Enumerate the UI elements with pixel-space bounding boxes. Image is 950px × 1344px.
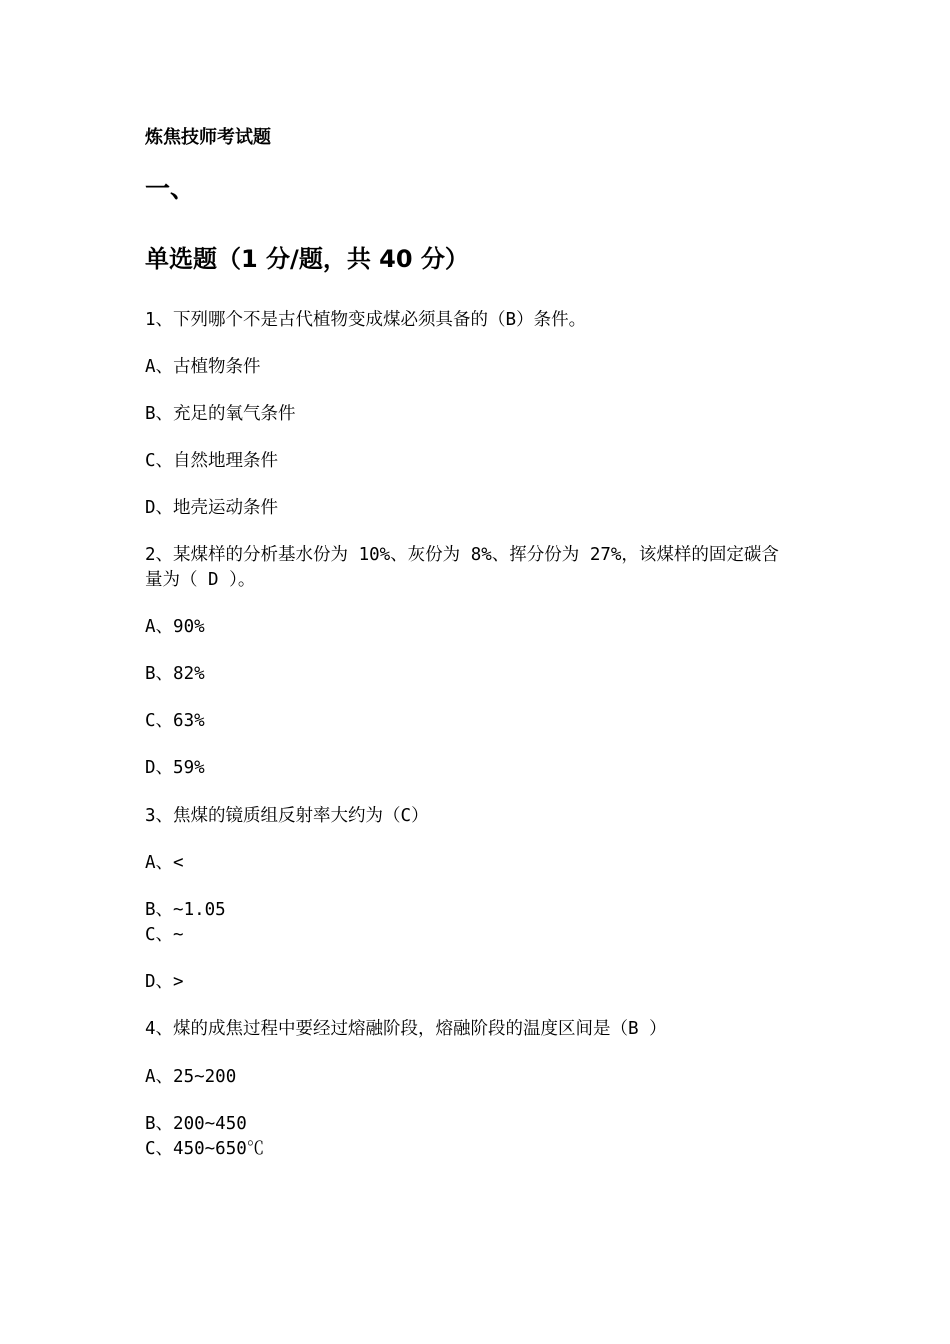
- question-3-option-b: B、~1.05: [145, 900, 226, 920]
- question-4-option-b: B、200~450: [145, 1114, 247, 1134]
- question-2-stem-line1: 2、某煤样的分析基水份为 10%、灰份为 8%、挥分份为 27%，该煤样的固定碳含: [145, 545, 779, 565]
- section-number: 一、: [145, 174, 196, 203]
- question-1-option-b: B、充足的氧气条件: [145, 404, 296, 424]
- question-2-option-a: A、90%: [145, 617, 205, 637]
- question-2-stem-line2: 量为（ D ）。: [145, 570, 256, 590]
- question-2-option-d: D、59%: [145, 758, 205, 778]
- question-3-stem: 3、焦煤的镜质组反射率大约为（C）: [145, 806, 429, 826]
- question-4-option-c: C、450~650℃: [145, 1139, 265, 1159]
- document-title: 炼焦技师考试题: [145, 127, 271, 148]
- question-1-stem: 1、下列哪个不是古代植物变成煤必须具备的（B）条件。: [145, 310, 587, 330]
- section-title: 单选题（1 分/题，共 40 分）: [145, 245, 469, 273]
- question-2-option-c: C、63%: [145, 711, 205, 731]
- question-3-option-a: A、<: [145, 853, 184, 873]
- question-3-option-d: D、>: [145, 972, 184, 992]
- question-1-option-a: A、古植物条件: [145, 357, 261, 377]
- question-3-option-c: C、~: [145, 925, 184, 945]
- question-4-option-a: A、25~200: [145, 1067, 237, 1087]
- question-1-option-c: C、自然地理条件: [145, 451, 279, 471]
- question-2-option-b: B、82%: [145, 664, 205, 684]
- question-1-option-d: D、地壳运动条件: [145, 498, 279, 518]
- question-4-stem: 4、煤的成焦过程中要经过熔融阶段，熔融阶段的温度区间是（B ）: [145, 1019, 667, 1039]
